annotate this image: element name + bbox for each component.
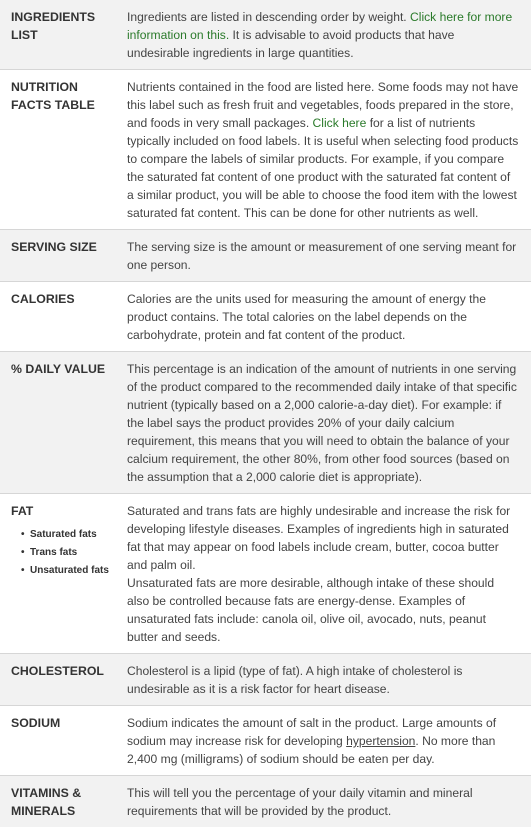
- row-description: Calories are the units used for measuring the amount of energy the product contains. The total calories on the label depends on the carbohydrate, protein and fat content of the product.: [117, 282, 531, 352]
- list-item: • Unsaturated fats: [21, 562, 111, 580]
- table-row: [0, 230, 531, 282]
- row-term: CALORIES: [0, 282, 117, 352]
- row-description: This will tell you the percentage of your daily vitamin and mineral requirements that will be provided by the product.: [117, 776, 531, 827]
- nutrients-list-link[interactable]: Click here: [313, 116, 367, 130]
- row-description: [117, 70, 531, 230]
- description-paragraph: Unsaturated fats are more desirable, although intake of these should also be controlled because fats are energy-dense. Examples of unsaturated fats include: canola oil, olive oil, avocado, nuts, peanut butter and seeds.: [127, 574, 519, 646]
- description-text: Nutrients contained in the food are listed here. Some foods may not have this label such as fresh fruit and vegetables, foods prepared in the store, and foods in very small packages.: [127, 80, 518, 130]
- row-term: NUTRITION FACTS TABLE: [0, 70, 117, 230]
- row-term: INGREDIENTS LIST: [0, 0, 117, 70]
- table-row: [0, 706, 531, 776]
- row-description: [117, 706, 531, 776]
- row-term: CHOLESTEROL: [0, 654, 117, 706]
- table-row: [0, 352, 531, 494]
- hypertension-link[interactable]: hypertension: [346, 734, 415, 748]
- description-text: It is advisable to avoid products that have undesirable ingredients in large quantities.: [127, 28, 454, 60]
- row-term: % DAILY VALUE: [0, 352, 117, 494]
- description-text: for a list of nutrients typically included on food labels. It is useful when selecting food products to compare the labels of similar products. For example, if you compare the saturated fat content of one product with the saturated fat content of a similar product, you will be able to choose the food item with the lowest saturated fat content. This can be done for other nutrients as well.: [127, 116, 518, 220]
- list-item: • Saturated fats: [21, 526, 111, 544]
- description-text: Ingredients are listed in descending order by weight.: [127, 10, 410, 24]
- row-description: [117, 494, 531, 654]
- row-term: FAT: [11, 504, 33, 518]
- table-row: [0, 494, 531, 654]
- row-term: SODIUM: [0, 706, 117, 776]
- more-info-link[interactable]: Click here for more information on this.: [127, 10, 512, 42]
- row-description: This percentage is an indication of the amount of nutrients in one serving of the product compared to the recommended daily intake of that specific nutrient (typically based on a 2,000 calorie-a-day diet). For example: if the label says the product provides 20% of your daily calcium requirement, this means that you will need to obtain the balance of your calcium requirement, the other 80%, from other food sources (based on the assumption that a 2,000 calorie diet is appropriate).: [117, 352, 531, 494]
- table-row: [0, 282, 531, 352]
- row-description: [117, 0, 531, 70]
- row-term: VITAMINS & MINERALS: [0, 776, 117, 827]
- description-paragraph: Saturated and trans fats are highly undesirable and increase the risk for developing lifestyle diseases. Examples of ingredients high in saturated fat that may appear on food labels include cream, butter, cocoa butter and palm oil.: [127, 502, 519, 574]
- table-row: [0, 70, 531, 230]
- row-term: SERVING SIZE: [0, 230, 117, 282]
- list-item: • Trans fats: [21, 544, 111, 562]
- fat-types-list: [11, 526, 111, 580]
- description-text: Sodium indicates the amount of salt in the product. Large amounts of sodium may increase risk for developing: [127, 716, 496, 748]
- table-row: [0, 0, 531, 70]
- table-row: [0, 654, 531, 706]
- row-description: The serving size is the amount or measurement of one serving meant for one person.: [117, 230, 531, 282]
- row-description: Cholesterol is a lipid (type of fat). A high intake of cholesterol is undesirable as it is a risk factor for heart disease.: [117, 654, 531, 706]
- row-term-cell: [0, 494, 117, 654]
- table-row: [0, 776, 531, 827]
- description-text: . No more than 2,400 mg (milligrams) of sodium should be eaten per day.: [127, 734, 495, 766]
